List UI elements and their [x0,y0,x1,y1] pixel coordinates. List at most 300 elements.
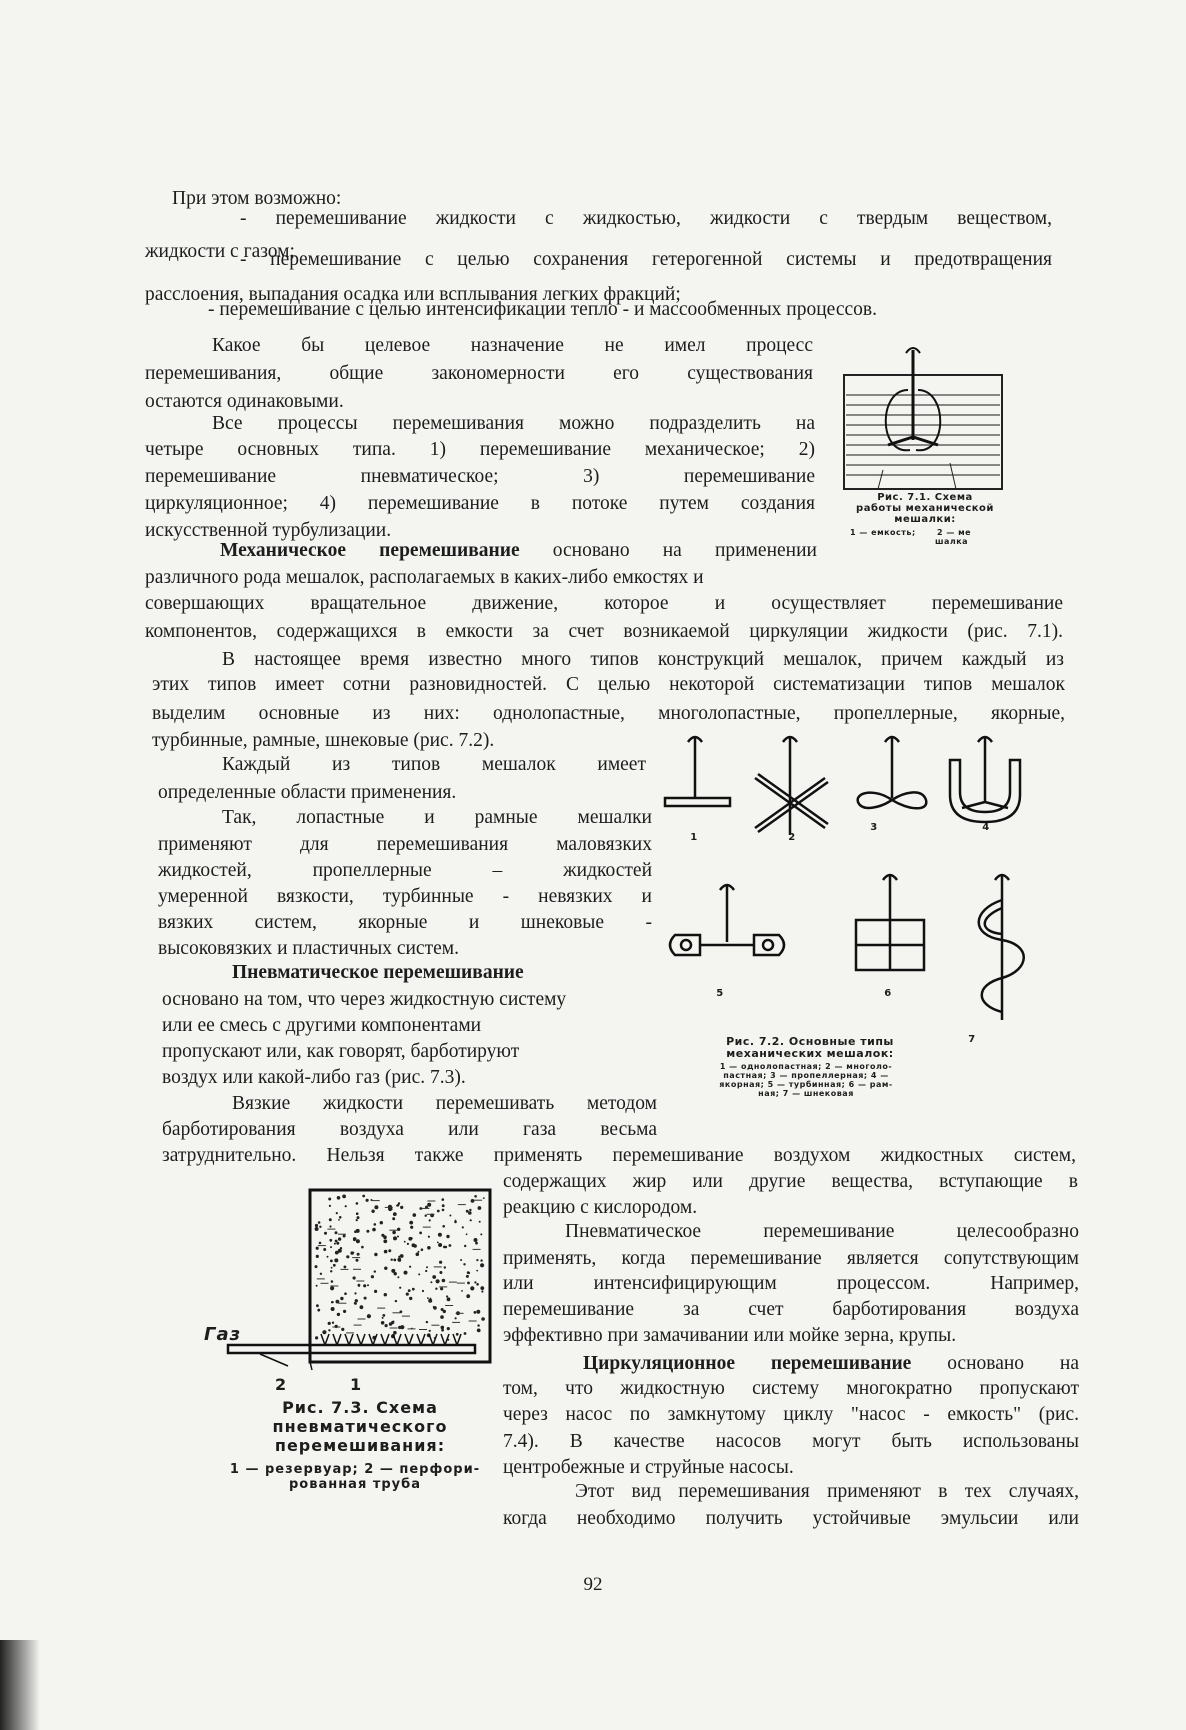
bubble [447,1298,451,1302]
bubble [356,1259,359,1262]
perforation [429,1334,437,1345]
bubble [316,1255,319,1258]
text-line: - перемешивание с целью интенсификации тепло - и массообменных процессов. [208,299,877,320]
caption-title: Рис. 7.3. Схема [282,1398,438,1417]
bubble [427,1203,431,1207]
bubble [439,1261,442,1264]
bubble [474,1311,477,1314]
bubble [384,1250,388,1254]
reservoir-label-1: 1 [350,1375,363,1394]
bubble [367,1284,369,1286]
bubble [466,1233,468,1235]
bubble [355,1299,358,1302]
figure-7-3-caption [240,1398,480,1455]
caption-title: Рис. 7.2. Основные типы [726,1035,894,1048]
bubble [416,1253,420,1257]
bubble [374,1290,377,1293]
bubble [429,1219,431,1221]
bubble [404,1271,408,1275]
bubble [329,1205,331,1207]
bubble [447,1327,450,1330]
bubble [442,1209,445,1212]
bubble [429,1330,431,1332]
bubble [443,1246,446,1249]
bubble [392,1321,394,1323]
caption-line: мешалки: [894,514,956,525]
bubble [477,1324,479,1326]
bubble [480,1259,482,1261]
caption-line: перемешивания: [274,1436,446,1455]
perforation [417,1334,425,1345]
bubble [324,1232,327,1235]
bubble [446,1295,448,1297]
text-line: или ее смесь с другими компонентами [162,1015,482,1036]
bubble [422,1290,424,1292]
bubble [332,1322,334,1324]
bubble [329,1239,332,1242]
bubble [455,1317,457,1319]
bubble [466,1294,470,1298]
bubble [381,1321,385,1325]
text-line: расслоения, выпадания осадка или всплывания легких фракций; [145,284,681,305]
bubble [356,1239,360,1243]
bubble [318,1221,321,1224]
bubble [339,1216,342,1219]
caption-title: Рис. 7.1. Схема [877,492,973,503]
bubble [426,1321,428,1323]
bubble [340,1297,343,1300]
text-line: применять, когда перемешивание является сопутствующим [503,1248,1079,1269]
bubble [427,1246,431,1250]
bubble [480,1286,484,1290]
bubble [315,1227,319,1231]
text-line: реакцию с кислородом. [503,1197,698,1218]
bubble [392,1217,395,1220]
bubble [374,1253,377,1256]
bubble [357,1216,360,1219]
mixer-label-3: 3 [870,822,878,833]
bubble [441,1326,445,1330]
bubble [320,1273,322,1275]
bubble [446,1235,449,1238]
legend-line: 1 — однолопастная; 2 — многоло- [719,1062,893,1071]
legend-item: шалка [935,537,969,546]
text-line: воздух или какой-либо газ (рис. 7.3). [162,1067,466,1088]
bubble [381,1234,384,1237]
bubble [426,1266,428,1268]
text-line: вязких систем, якорные и шнековые - [158,912,652,933]
bubble [340,1247,342,1249]
bubble [454,1221,457,1224]
figure-7-1-legend [850,528,1010,546]
bubble [366,1199,369,1202]
bubble [408,1289,411,1292]
text-line: Этот вид перемешивания применяют в тех случаях, [575,1481,1079,1502]
bubble [335,1240,338,1243]
legend-line: ная; 7 — шнековая [758,1089,854,1098]
text-line [220,539,817,563]
bubble [456,1333,459,1336]
bubble [410,1226,413,1229]
scan-shadow [0,1640,40,1730]
bubble [418,1251,420,1253]
bubble [468,1272,470,1274]
mixer-type-6 [856,874,924,970]
bubble [323,1248,326,1251]
bubble [421,1248,424,1251]
mixer-type-7 [979,874,1024,1020]
bubble [371,1275,374,1278]
mixer-type-3 [858,736,927,808]
bubble [358,1285,360,1287]
text-line: через насос по замкнутому циклу "насос - емкость" (рис. [503,1404,1079,1425]
bubble [464,1245,466,1247]
text-line: затруднительно. Нельзя также применять перемешивание воздухом жидкостных систем, [162,1145,1076,1166]
bubble [346,1255,349,1258]
bubble [333,1264,336,1267]
pipe-label-2: 2 [275,1375,288,1394]
bubble [374,1270,376,1272]
bubble [466,1275,469,1278]
text-line: В настоящее время известно много типов конструкций мешалок, причем каждый из [222,649,1064,670]
bubble [464,1332,467,1335]
perforation [333,1334,341,1345]
bubble [384,1293,387,1296]
text-line: циркуляционное; 4) перемешивание в потоке путем создания [145,493,815,514]
bubble [476,1259,478,1261]
bubble [427,1297,429,1299]
bubble [345,1205,347,1207]
bubble [476,1283,479,1286]
perforations [321,1334,461,1345]
bubble [436,1279,440,1283]
bubble [480,1263,484,1267]
text-line: При этом возможно: [172,188,342,209]
bubble [316,1304,319,1307]
bubble [343,1310,346,1313]
text-line: Так, лопастные и рамные мешалки [222,807,652,828]
text-line: основано на том, что через жидкостную систему [162,989,567,1010]
bubble [388,1249,391,1252]
text-line: искусственной турбулизации. [145,520,392,541]
bubble [343,1235,346,1238]
legend-line: рованная труба [288,1477,421,1492]
bubble [337,1196,341,1200]
bubble [327,1256,329,1258]
legend-line: 1 — резервуар; 2 — перфори- [229,1462,481,1477]
bubble [428,1299,432,1303]
bubble [481,1317,485,1321]
perforation [405,1334,413,1345]
mixer-type-4 [950,736,1020,822]
heading-mechanical: Механическое перемешивание [220,540,520,561]
text-span: основано на [911,1353,1079,1374]
text-line: жидкостей, пропеллерные – жидкостей [158,860,652,881]
bubble [471,1199,475,1203]
bubble [331,1301,333,1303]
text-line: - перемешивание жидкости с жидкостью, жидкости с твердым веществом, [240,208,1052,229]
bubble [469,1209,471,1211]
mixer-label-5: 5 [716,988,724,999]
bubble [328,1329,330,1331]
bubble [439,1271,442,1274]
legend-item: 2 — ме [936,528,972,537]
bubble [474,1238,478,1242]
bubble [356,1202,359,1205]
bubble [398,1259,401,1262]
text-line: различного рода мешалок, располагаемых в каких-либо емкостях и [145,567,704,588]
page-number: 92 [583,1574,603,1595]
bubble [483,1197,485,1199]
bubble [322,1330,326,1334]
bubble [474,1195,477,1198]
figure-7-1-mixer-scheme [838,345,1008,495]
bubble [406,1293,409,1296]
bubble [364,1297,367,1300]
text-line: четыре основных типа. 1) перемешивание механическое; 2) [145,439,815,460]
bubble [330,1286,334,1290]
bubble [341,1328,344,1331]
bubble [468,1211,472,1215]
bubble [397,1276,399,1278]
bubble [479,1221,481,1223]
bubble [331,1267,333,1269]
perforation [321,1334,329,1345]
mixer-label-4: 4 [982,822,990,833]
bubble [413,1213,417,1217]
bubble [318,1310,320,1312]
bubble [463,1263,465,1265]
bubble [400,1254,404,1258]
mixer-type-1 [665,736,730,806]
bubble [384,1267,387,1270]
bubble [336,1212,338,1214]
bubble [374,1223,377,1226]
text-line: перемешивание за счет барботирования воздуха [503,1299,1079,1320]
text-line: Вязкие жидкости перемешивать методом [232,1093,657,1114]
bubble [371,1210,374,1213]
bubble [449,1244,452,1247]
bubble [344,1266,347,1269]
bubble [394,1272,397,1275]
bubble [409,1221,413,1225]
bubble [393,1259,396,1262]
bubble [467,1282,470,1285]
bubble [316,1285,318,1287]
bubble [475,1242,478,1245]
bubble [442,1279,446,1283]
bubble [474,1281,476,1283]
mixer-label-7: 7 [968,1034,976,1045]
bubble [397,1236,399,1238]
caption-line: пневматического [272,1417,448,1436]
bubble [425,1270,427,1272]
bubble [391,1259,393,1261]
text-line: выделим основные из них: однолопастные, многолопастные, пропеллерные, якорные, [152,703,1065,724]
bubble [329,1225,331,1227]
bubble [442,1198,445,1201]
bubble [331,1280,334,1283]
perforation [369,1334,377,1345]
perforation [357,1334,365,1345]
bubble [477,1329,481,1333]
bubble [393,1236,397,1240]
figure-7-2-caption [680,1036,940,1060]
mixer-label-1: 1 [690,832,698,843]
heading-circulation: Циркуляционное перемешивание [583,1353,912,1374]
bubble [344,1292,347,1295]
mixer-type-2 [755,736,828,835]
bubble [315,1265,318,1268]
bubble [338,1219,340,1221]
text-line: Все процессы перемешивания можно подразделить на [212,413,815,434]
bubble [438,1243,442,1247]
text-line: когда необходимо получить устойчивые эмульсии или [503,1508,1079,1529]
perforation [393,1334,401,1345]
bubble [470,1219,472,1221]
text-line: остаются одинаковыми. [145,391,344,412]
bubble [338,1237,341,1240]
bubble [353,1252,355,1254]
bubble [418,1273,420,1275]
bubble [440,1315,444,1319]
text-line: - перемешивание с целью сохранения гетерогенной системы и предотвращения [240,249,1052,270]
text-line: барботирования воздуха или газа весьма [162,1119,657,1140]
bubble [400,1325,404,1329]
bubble [400,1206,403,1209]
bubble [356,1219,358,1221]
bubble [389,1322,393,1326]
mixer-type-5 [670,884,784,955]
bubbles [315,1195,485,1341]
bubble [435,1288,437,1290]
text-line: эффективно при замачивании или мойке зерна, крупы. [503,1325,957,1346]
bubble [409,1297,412,1300]
caption-line: работы механической [856,503,994,514]
bubble [354,1230,357,1233]
text-line: Какое бы целевое назначение не имел процесс [212,335,813,356]
text-line: 7.4). В качестве насосов могут быть использованы [503,1431,1079,1452]
text-line: или интенсифицирующим процессом. Например, [503,1273,1079,1294]
bubble [476,1270,478,1272]
text-span: основано на применении [519,540,817,561]
bubble [315,1336,318,1339]
bubble [430,1281,432,1283]
bubble [329,1218,332,1221]
bubble [443,1310,446,1313]
mixer-label-6: 6 [884,988,892,999]
bubble [319,1226,321,1228]
bubble [419,1232,422,1235]
bubble [353,1238,356,1241]
bubble [315,1224,318,1227]
bubble [366,1230,369,1233]
bubble [437,1242,439,1244]
text-line: жидкости с газом; [145,241,295,262]
text-line: этих типов имеет сотни разновидностей. С целью некоторой систематизации типов мешалок [152,674,1065,695]
gas-label: Газ [204,1324,242,1345]
bubble [412,1288,415,1291]
legend-line: пастная; 3 — пропеллерная; 4 — [723,1071,889,1080]
text-line: турбинные, рамные, шнековые (рис. 7.2). [152,730,495,751]
text-line [232,961,524,985]
bubble [460,1259,462,1261]
bubble [334,1243,336,1245]
legend-line: якорная; 5 — турбинная; 6 — рам- [719,1080,893,1089]
bubble [330,1270,332,1272]
bubble [380,1221,383,1224]
bubble [432,1275,436,1279]
figure-7-3-pneumatic-scheme [200,1184,500,1394]
text-line [583,1352,1079,1376]
text-line: определенные области применения. [158,782,457,803]
text-line: умеренной вязкости, турбинные - невязких и [158,886,652,907]
bubble [357,1253,360,1256]
bubble [353,1276,356,1279]
bubble [440,1287,443,1290]
bubble [335,1325,338,1328]
text-line: центробежные и струйные насосы. [503,1457,794,1478]
bubble [478,1206,482,1210]
bubble [462,1226,464,1228]
bubble [442,1225,445,1228]
bubble [461,1290,463,1292]
bubble [437,1210,440,1213]
bubble [342,1195,346,1199]
bubble [356,1212,359,1215]
perforation [345,1334,353,1345]
text-line: том, что жидкостную систему многократно пропускают [503,1378,1079,1399]
figure-7-2-mixer-types [650,730,1060,1050]
bubble [372,1228,376,1232]
legend-item: 1 — емкость; [850,528,916,537]
bubble [449,1215,451,1217]
text-line: содержащих жир или другие вещества, вступающие в [503,1171,1078,1192]
bubble [466,1210,469,1213]
bubble [397,1228,400,1231]
bubble [328,1322,331,1325]
bubble [330,1260,333,1263]
bubble [409,1266,411,1268]
bubble [481,1290,483,1292]
bubble [476,1310,480,1314]
text-line: применяют для перемешивания маловязких [158,834,652,855]
bubble [328,1198,331,1201]
bubble [362,1195,365,1198]
bubble [438,1233,442,1237]
bubble [399,1287,401,1289]
bubble [393,1212,397,1216]
text-line: компонентов, содержащихся в емкости за счет возникаемой циркуляции жидкости (рис. 7.1). [145,621,1063,642]
heading-pneumatic: Пневматическое перемешивание [232,962,524,983]
perforation [381,1334,389,1345]
text-line: Каждый из типов мешалок имеет [222,754,646,775]
bubble [480,1233,482,1235]
bubble [360,1305,364,1309]
figure-7-3-legend [200,1462,510,1492]
bubble [361,1246,364,1249]
bubble [382,1314,385,1317]
bubble [334,1258,338,1262]
caption-line: механических мешалок: [726,1047,894,1060]
text-line: перемешивания, общие закономерности его существования [145,363,813,384]
bubble [425,1215,427,1217]
bubble [331,1307,335,1311]
bubble [382,1317,384,1319]
bubble [392,1231,396,1235]
bubble [395,1300,397,1302]
bubble [407,1243,409,1245]
